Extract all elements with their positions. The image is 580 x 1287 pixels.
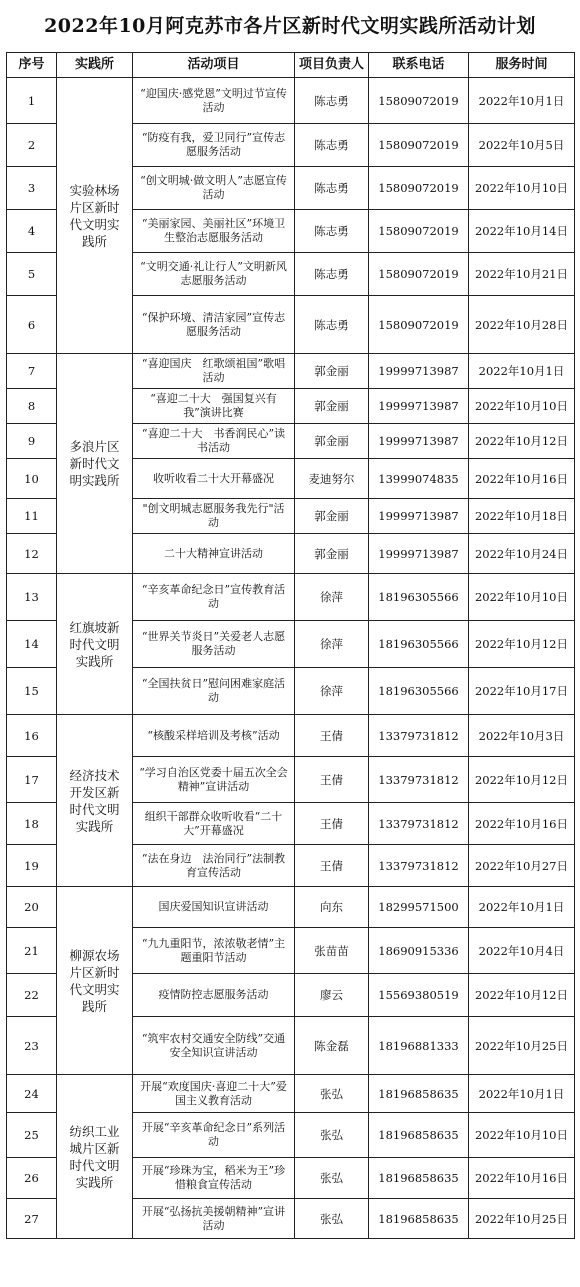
phone-number: 15809072019 [369, 296, 469, 354]
activity-name: “创文明城·做文明人”志愿宣传活动 [133, 167, 295, 210]
row-index: 3 [7, 167, 57, 210]
owner-name: 陈志勇 [295, 296, 369, 354]
table-body [7, 78, 575, 1239]
phone-number: 15569380519 [369, 974, 469, 1017]
owner-name: 张苗苗 [295, 928, 369, 974]
service-date: 2022年10月3日 [469, 715, 575, 757]
row-index: 22 [7, 974, 57, 1017]
owner-name: 陈志勇 [295, 78, 369, 124]
row-index: 6 [7, 296, 57, 354]
activity-name: “全国扶贫日”慰问困难家庭活动 [133, 668, 295, 715]
service-date: 2022年10月12日 [469, 424, 575, 459]
activity-name: 二十大精神宣讲活动 [133, 534, 295, 574]
activity-name: "创文明城志愿服务我先行"活动 [133, 499, 295, 534]
row-index: 8 [7, 389, 57, 424]
owner-name: 王倩 [295, 757, 369, 803]
activity-name: “防疫有我，爱卫同行”宣传志愿服务活动 [133, 124, 295, 167]
site-name: 经济技术开发区新时代文明实践所 [57, 715, 133, 887]
owner-name: 张弘 [295, 1113, 369, 1158]
service-date: 2022年10月1日 [469, 1075, 575, 1113]
owner-name: 张弘 [295, 1199, 369, 1239]
activity-name: 国庆爱国知识宣讲活动 [133, 887, 295, 928]
service-date: 2022年10月1日 [469, 887, 575, 928]
service-date: 2022年10月12日 [469, 757, 575, 803]
row-index: 1 [7, 78, 57, 124]
phone-number: 19999713987 [369, 534, 469, 574]
phone-number: 15809072019 [369, 124, 469, 167]
row-index: 5 [7, 253, 57, 296]
activity-table [6, 52, 575, 1239]
page-title: 2022年10月阿克苏市各片区新时代文明实践所活动计划 [44, 15, 536, 37]
header-phone: 联系电话 [369, 53, 469, 78]
service-date: 2022年10月27日 [469, 845, 575, 887]
row-index: 26 [7, 1158, 57, 1199]
owner-name: 陈金磊 [295, 1017, 369, 1075]
service-date: 2022年10月10日 [469, 574, 575, 621]
owner-name: 徐萍 [295, 621, 369, 668]
service-date: 2022年10月16日 [469, 1158, 575, 1199]
service-date: 2022年10月16日 [469, 459, 575, 499]
site-name: 柳源农场片区新时代文明实践所 [57, 887, 133, 1075]
activity-name: 开展“辛亥革命纪念日”系列活动 [133, 1113, 295, 1158]
owner-name: 徐萍 [295, 668, 369, 715]
row-index: 16 [7, 715, 57, 757]
phone-number: 15809072019 [369, 210, 469, 253]
header-date: 服务时间 [469, 53, 575, 78]
table-row [7, 78, 575, 124]
site-name: 红旗坡新时代文明实践所 [57, 574, 133, 715]
phone-number: 18690915336 [369, 928, 469, 974]
activity-name: “九九重阳节，浓浓敬老情”主题重阳节活动 [133, 928, 295, 974]
table-row [7, 887, 575, 928]
owner-name: 王倩 [295, 715, 369, 757]
activity-name: “法在身边 法治同行”法制教育宣传活动 [133, 845, 295, 887]
service-date: 2022年10月1日 [469, 354, 575, 389]
phone-number: 18196305566 [369, 574, 469, 621]
phone-number: 18196305566 [369, 668, 469, 715]
phone-number: 18299571500 [369, 887, 469, 928]
owner-name: 陈志勇 [295, 253, 369, 296]
row-index: 27 [7, 1199, 57, 1239]
owner-name: 徐萍 [295, 574, 369, 621]
activity-name: “世界关节炎日”关爱老人志愿服务活动 [133, 621, 295, 668]
service-date: 2022年10月5日 [469, 124, 575, 167]
phone-number: 15809072019 [369, 253, 469, 296]
activity-name: 组织干部群众收听收看“二十大”开幕盛况 [133, 803, 295, 845]
header-index: 序号 [7, 53, 57, 78]
owner-name: 郭金丽 [295, 534, 369, 574]
row-index: 2 [7, 124, 57, 167]
service-date: 2022年10月25日 [469, 1199, 575, 1239]
site-name: 纺织工业城片区新时代文明实践所 [57, 1075, 133, 1239]
row-index: 12 [7, 534, 57, 574]
table-row [7, 574, 575, 621]
row-index: 4 [7, 210, 57, 253]
activity-name: 疫情防控志愿服务活动 [133, 974, 295, 1017]
row-index: 20 [7, 887, 57, 928]
row-index: 21 [7, 928, 57, 974]
service-date: 2022年10月12日 [469, 621, 575, 668]
phone-number: 19999713987 [369, 389, 469, 424]
owner-name: 郭金丽 [295, 354, 369, 389]
owner-name: 陈志勇 [295, 124, 369, 167]
owner-name: 张弘 [295, 1075, 369, 1113]
service-date: 2022年10月1日 [469, 78, 575, 124]
activity-name: “文明交通·礼让行人”文明新风志愿服务活动 [133, 253, 295, 296]
service-date: 2022年10月21日 [469, 253, 575, 296]
service-date: 2022年10月10日 [469, 167, 575, 210]
service-date: 2022年10月24日 [469, 534, 575, 574]
site-name: 实验林场片区新时代文明实践所 [57, 78, 133, 354]
owner-name: 张弘 [295, 1158, 369, 1199]
owner-name: 王倩 [295, 845, 369, 887]
owner-name: 郭金丽 [295, 424, 369, 459]
activity-name: 开展“欢度国庆·喜迎二十大”爱国主义教育活动 [133, 1075, 295, 1113]
phone-number: 13379731812 [369, 715, 469, 757]
phone-number: 18196305566 [369, 621, 469, 668]
phone-number: 19999713987 [369, 424, 469, 459]
site-name: 多浪片区新时代文明实践所 [57, 354, 133, 574]
activity-name: “喜迎二十大 强国复兴有我”演讲比赛 [133, 389, 295, 424]
activity-name: 开展“弘扬抗美援朝精神”宣讲活动 [133, 1199, 295, 1239]
service-date: 2022年10月12日 [469, 974, 575, 1017]
header-site: 实践所 [57, 53, 133, 78]
phone-number: 19999713987 [369, 499, 469, 534]
owner-name: 郭金丽 [295, 499, 369, 534]
row-index: 7 [7, 354, 57, 389]
table-row [7, 715, 575, 757]
activity-name: 开展“珍珠为宝，稻米为王”珍惜粮食宣传活动 [133, 1158, 295, 1199]
phone-number: 18196858635 [369, 1113, 469, 1158]
row-index: 25 [7, 1113, 57, 1158]
phone-number: 18196858635 [369, 1158, 469, 1199]
table-row [7, 354, 575, 389]
phone-number: 13379731812 [369, 757, 469, 803]
phone-number: 13999074835 [369, 459, 469, 499]
activity-name: “核酸采样培训及考核”活动 [133, 715, 295, 757]
activity-name: “辛亥革命纪念日”宣传教育活动 [133, 574, 295, 621]
service-date: 2022年10月25日 [469, 1017, 575, 1075]
owner-name: 郭金丽 [295, 389, 369, 424]
row-index: 14 [7, 621, 57, 668]
activity-name: “学习自治区党委十届五次全会精神”宣讲活动 [133, 757, 295, 803]
service-date: 2022年10月17日 [469, 668, 575, 715]
phone-number: 15809072019 [369, 167, 469, 210]
service-date: 2022年10月10日 [469, 389, 575, 424]
phone-number: 18196858635 [369, 1075, 469, 1113]
owner-name: 麦迪努尔 [295, 459, 369, 499]
owner-name: 陈志勇 [295, 210, 369, 253]
header-activity: 活动项目 [133, 53, 295, 78]
phone-number: 19999713987 [369, 354, 469, 389]
service-date: 2022年10月14日 [469, 210, 575, 253]
activity-name: “迎国庆·感党恩”文明过节宣传活动 [133, 78, 295, 124]
activity-name: “喜迎国庆 红歌颂祖国”歌唱活动 [133, 354, 295, 389]
service-date: 2022年10月16日 [469, 803, 575, 845]
service-date: 2022年10月28日 [469, 296, 575, 354]
service-date: 2022年10月10日 [469, 1113, 575, 1158]
service-date: 2022年10月18日 [469, 499, 575, 534]
row-index: 18 [7, 803, 57, 845]
owner-name: 向东 [295, 887, 369, 928]
owner-name: 廖云 [295, 974, 369, 1017]
row-index: 13 [7, 574, 57, 621]
activity-name: “喜迎二十大 书香润民心”读书活动 [133, 424, 295, 459]
row-index: 19 [7, 845, 57, 887]
header-owner: 项目负责人 [295, 53, 369, 78]
row-index: 10 [7, 459, 57, 499]
table-header-row [7, 53, 575, 78]
row-index: 23 [7, 1017, 57, 1075]
row-index: 17 [7, 757, 57, 803]
phone-number: 18196881333 [369, 1017, 469, 1075]
row-index: 15 [7, 668, 57, 715]
activity-name: “美丽家园、美丽社区”环境卫生整治志愿服务活动 [133, 210, 295, 253]
phone-number: 13379731812 [369, 845, 469, 887]
row-index: 9 [7, 424, 57, 459]
phone-number: 15809072019 [369, 78, 469, 124]
owner-name: 王倩 [295, 803, 369, 845]
table-row [7, 1075, 575, 1113]
service-date: 2022年10月4日 [469, 928, 575, 974]
activity-name: 收听收看二十大开幕盛况 [133, 459, 295, 499]
phone-number: 18196858635 [369, 1199, 469, 1239]
owner-name: 陈志勇 [295, 167, 369, 210]
row-index: 11 [7, 499, 57, 534]
row-index: 24 [7, 1075, 57, 1113]
activity-name: “筑牢农村交通安全防线”交通安全知识宣讲活动 [133, 1017, 295, 1075]
activity-name: “保护环境、清洁家园”宣传志愿服务活动 [133, 296, 295, 354]
phone-number: 13379731812 [369, 803, 469, 845]
